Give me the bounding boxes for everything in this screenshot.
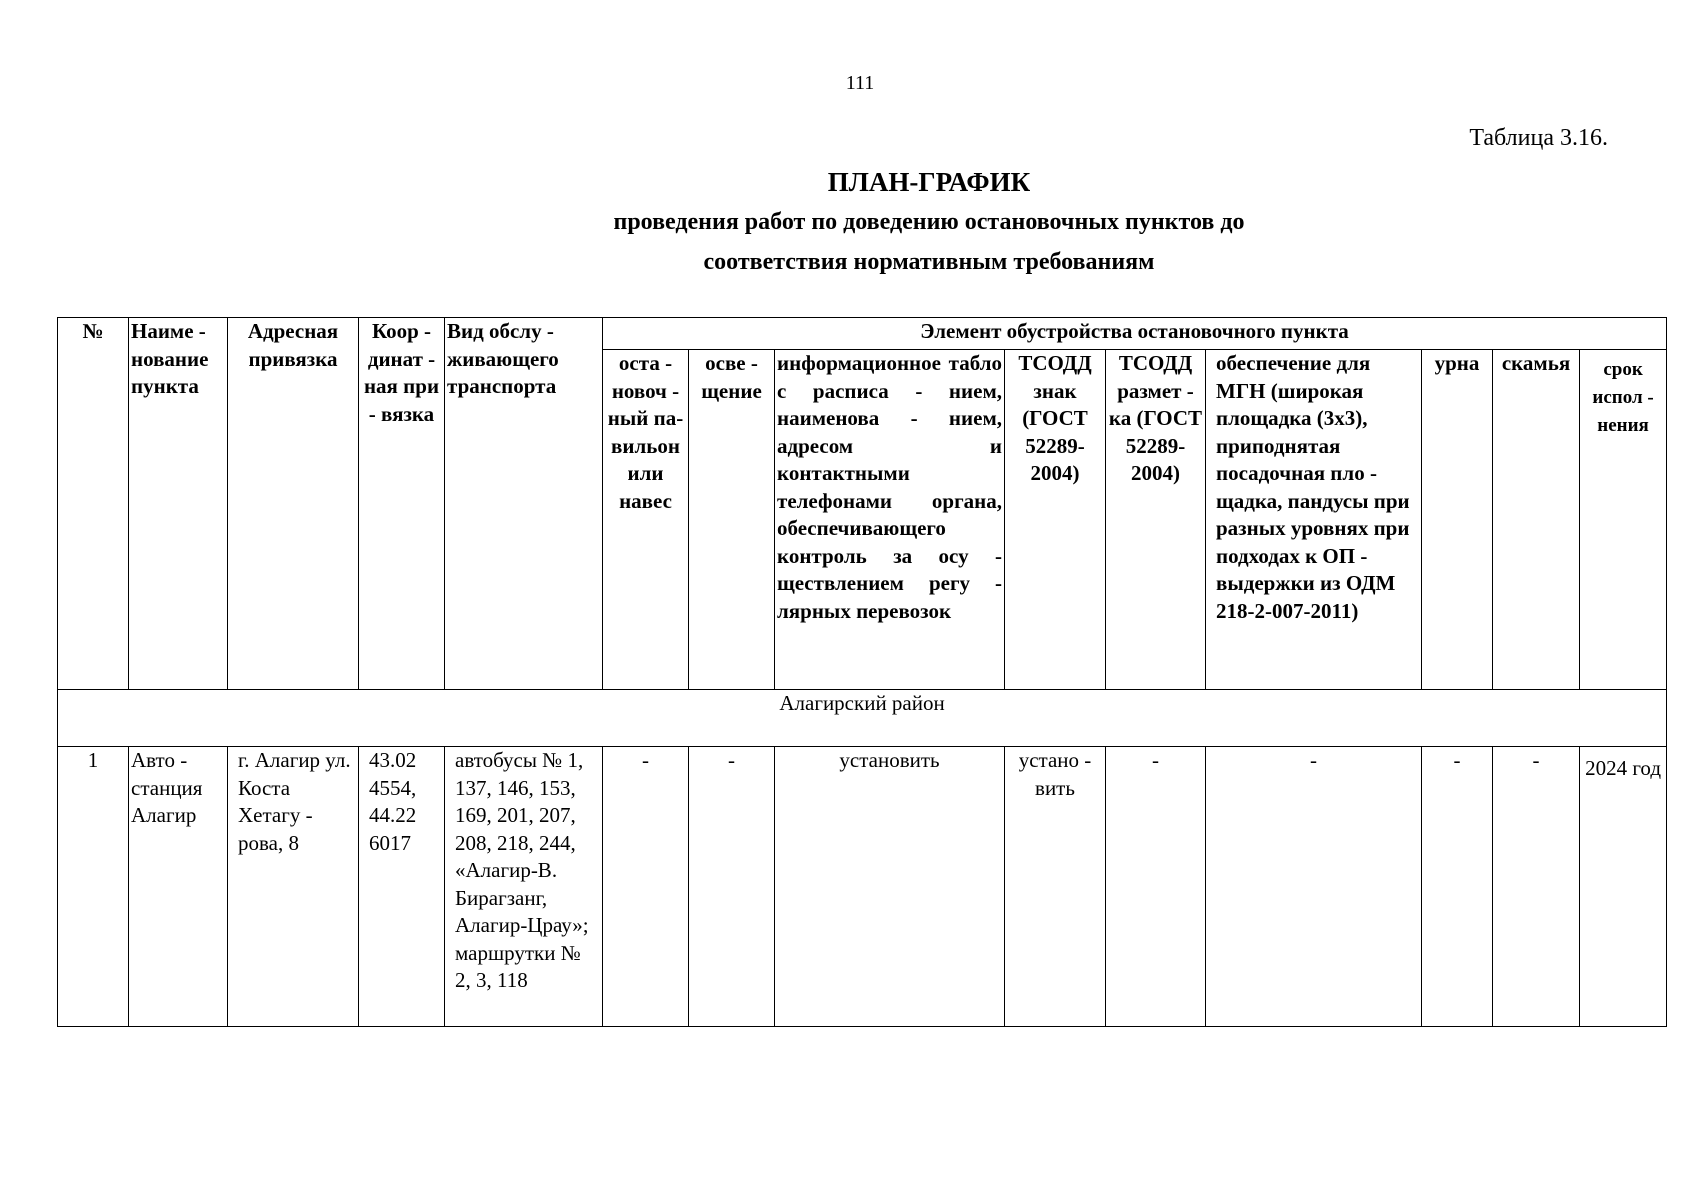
document-subtitle-line-1: проведения работ по доведению остановочных пунктов до	[613, 209, 1245, 235]
header-deadline: срок испол - нения	[1580, 350, 1667, 690]
cell-number: 1	[58, 747, 129, 1027]
schedule-table	[57, 317, 1667, 1027]
header-transport-type: Вид обслу - живающего транспорта	[445, 318, 603, 690]
cell-stop-name: Авто - станция Алагир	[129, 747, 228, 1027]
header-mgn: обеспечение для МГН (широкая площадка (3х3), приподнятая посадочная пло - щадка, пандусы при разных уровнях при подходах к ОП - выдержки из ОДМ 218-2-007-2011)	[1206, 350, 1422, 690]
header-coordinates: Коор - динат - ная при - вязка	[359, 318, 445, 690]
cell-coordinates: 43.02 4554, 44.22 6017	[359, 747, 445, 1027]
cell-mgn: -	[1206, 747, 1422, 1027]
cell-tsodd-marking: -	[1106, 747, 1206, 1027]
document-subtitle-line-2: соответствия нормативным требованиям	[703, 249, 1155, 275]
header-element-group: Элемент обустройства остановочного пункта	[603, 318, 1667, 350]
table-row	[58, 747, 1667, 1027]
header-pavilion: оста - новоч - ный па-вильон или навес	[603, 350, 689, 690]
district-row: Алагирский район	[58, 690, 1667, 747]
cell-transport-type: автобусы № 1, 137, 146, 153, 169, 201, 207, 208, 218, 244, «Алагир-В. Бирагзанг, Алагир-Црау»; маршрутки № 2, 3, 118	[445, 747, 603, 1027]
cell-tsodd-sign: устано - вить	[1005, 747, 1106, 1027]
title-block	[0, 162, 1698, 282]
header-tsodd-sign: ТСОДД знак (ГОСТ 52289-2004)	[1005, 350, 1106, 690]
cell-lighting: -	[689, 747, 775, 1027]
document-title: ПЛАН-ГРАФИК	[827, 167, 1031, 197]
header-urn: урна	[1422, 350, 1493, 690]
header-number: №	[58, 318, 129, 690]
page-number: 111	[845, 72, 875, 94]
header-address: Адресная привязка	[228, 318, 359, 690]
cell-deadline: 2024 год	[1580, 747, 1667, 1027]
cell-bench: -	[1493, 747, 1580, 1027]
cell-address: г. Алагир ул. Коста Хетагу - рова, 8	[228, 747, 359, 1027]
cell-pavilion: -	[603, 747, 689, 1027]
cell-urn: -	[1422, 747, 1493, 1027]
header-bench: скамья	[1493, 350, 1580, 690]
cell-info-board: установить	[775, 747, 1005, 1027]
header-lighting: осве - щение	[689, 350, 775, 690]
table-label: Таблица 3.16.	[1469, 125, 1608, 151]
header-info-board: информационное табло с расписа - нием, наименова - нием, адресом и контактными телефонами органа, обеспечивающего контроль за осу - ществлением регу - лярных перевозок	[775, 350, 1005, 690]
header-tsodd-marking: ТСОДД размет - ка (ГОСТ 52289-2004)	[1106, 350, 1206, 690]
header-stop-name: Наиме - нование пункта	[129, 318, 228, 690]
